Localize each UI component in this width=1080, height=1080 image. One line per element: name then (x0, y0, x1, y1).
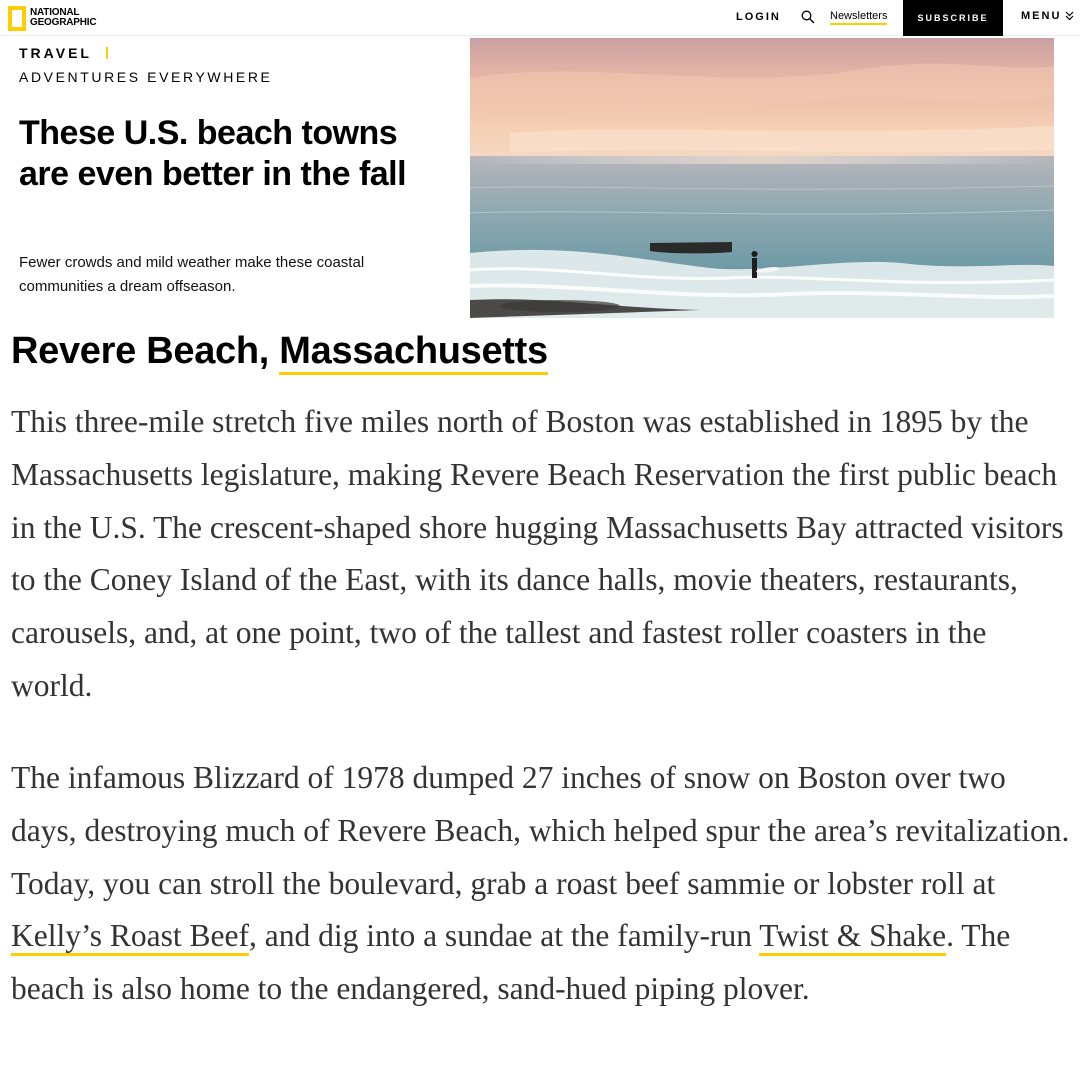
section-label-text: TRAVEL (19, 45, 92, 61)
paragraph-2-text-c: . The beach is also home to the endangered, sand-hued piping plover. (11, 918, 1011, 1007)
top-nav (0, 0, 1080, 36)
subscribe-button[interactable]: SUBSCRIBE (903, 0, 1003, 36)
section-divider (106, 47, 108, 59)
massachusetts-link[interactable]: Massachusetts (279, 330, 548, 375)
section-label[interactable] (19, 45, 108, 61)
series-label[interactable]: ADVENTURES EVERYWHERE (19, 69, 273, 85)
hero-image (470, 38, 1054, 318)
body-paragraph-2 (11, 752, 1071, 1016)
newsletters-link[interactable]: Newsletters (830, 10, 887, 25)
paragraph-2-text-a: The infamous Blizzard of 1978 dumped 27 inches of snow on Boston over two days, destroying much of Revere Beach, which helped spur the area’s revitalization. Today, you can stroll the boulevard, grab a roast beef sammie or lobster roll at (11, 760, 1070, 901)
twist-and-shake-link[interactable]: Twist & Shake (759, 918, 946, 956)
logo-line-2: GEOGRAPHIC (30, 17, 97, 28)
natgeo-logo[interactable] (8, 5, 96, 31)
yellow-border-logo-icon (8, 6, 26, 31)
paragraph-2-text-b: , and dig into a sundae at the family-run (248, 918, 760, 954)
logo-line-1: NATIONAL (30, 7, 80, 18)
menu-label: MENU (1021, 10, 1062, 22)
article-headline: These U.S. beach towns are even better in the fall (19, 114, 407, 193)
chevron-down-icon (1065, 11, 1074, 21)
logo-wordmark (30, 8, 96, 28)
kellys-roast-beef-link[interactable]: Kelly’s Roast Beef (11, 918, 249, 956)
login-link[interactable]: LOGIN (736, 11, 781, 23)
body-paragraph-1: This three-mile stretch five miles north of Boston was established in 1895 by the Massachusetts legislature, making Revere Beach Reservation the first public beach in the U.S. The crescent-shaped shore hugging Massachusetts Bay attracted visitors to the Coney Island of the East, with its dance halls, movie theaters, restaurants, carousels, and, at one point, two of the tallest and fastest roller coasters in the world. (11, 404, 1064, 703)
section-subhead (11, 327, 548, 375)
menu-button[interactable] (1021, 10, 1074, 22)
search-icon[interactable] (801, 10, 817, 26)
article-dek: Fewer crowds and mild weather make these coastal communities a dream offseason. (19, 254, 365, 295)
subhead-text: Revere Beach, (11, 330, 280, 372)
